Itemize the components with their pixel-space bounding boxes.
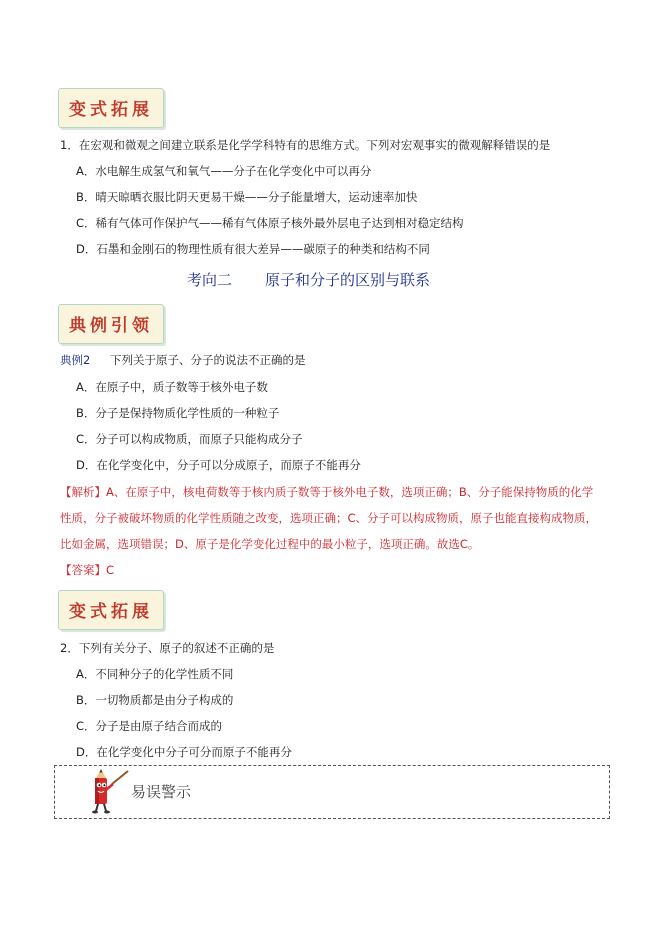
banner-label: 变式拓展 [69,100,153,120]
question-2-option-b: B．一切物质都是由分子构成的 [76,693,234,707]
banner-label: 典例引领 [69,316,153,336]
example-option-d: D．在化学变化中，分子可以分成原子，而原子不能再分 [76,458,361,472]
warning-label: 易误警示 [131,783,192,801]
question-2-stem: 2．下列有关分子、原子的叙述不正确的是 [60,641,275,655]
example-option-a: A．在原子中，质子数等于核外电子数 [76,380,268,394]
question-2-option-c: C．分子是由原子结合而成的 [76,719,223,733]
example-stem: 下列关于原子、分子的说法不正确的是 [110,353,306,367]
question-1-option-d: D．石墨和金刚石的物理性质有很大差异——碳原子的种类和结构不同 [76,242,430,256]
section-title-right: 原子和分子的区别与联系 [265,271,431,289]
banner-typical-example [58,304,164,344]
question-1-stem: 1．在宏观和微观之间建立联系是化学学科特有的思维方式。下列对宏观事实的微观解释错误的是 [60,138,551,152]
question-2-option-a: A．不同种分子的化学性质不同 [76,667,234,681]
question-1-option-a: A．水电解生成氢气和氧气——分子在化学变化中可以再分 [76,164,372,178]
banner-variant-extension-2 [58,590,164,630]
banner-label: 变式拓展 [69,602,153,622]
answer-line: 【答案】C [60,563,115,577]
section-title-left: 考向二 [187,271,233,289]
example-option-b: B．分子是保持物质化学性质的一种粒子 [76,406,280,420]
analysis-line-1: 【解析】A、在原子中，核电荷数等于核内质子数等于核外电子数，选项正确；B、分子能保持物质的化学 [60,485,594,499]
banner-variant-extension-1 [58,88,164,128]
example-tag: 典例2 [60,353,91,367]
question-1-option-b: B．晴天晾晒衣服比阴天更易干燥——分子能量增大，运动速率加快 [76,190,418,204]
pencil-mascot-icon [86,768,130,814]
question-2-option-d: D．在化学变化中分子可分而原子不能再分 [76,745,292,759]
question-1-option-c: C．稀有气体可作保护气——稀有气体原子核外最外层电子达到相对稳定结构 [76,216,464,230]
analysis-line-2: 性质，分子被破坏物质的化学性质随之改变，选项正确；C、分子可以构成物质，原子也能直接构成物质， [60,511,598,525]
analysis-line-3: 比如金属，选项错误；D、原子是化学变化过程中的最小粒子，选项正确。故选C。 [60,537,480,551]
example-option-c: C．分子可以构成物质，而原子只能构成分子 [76,432,303,446]
